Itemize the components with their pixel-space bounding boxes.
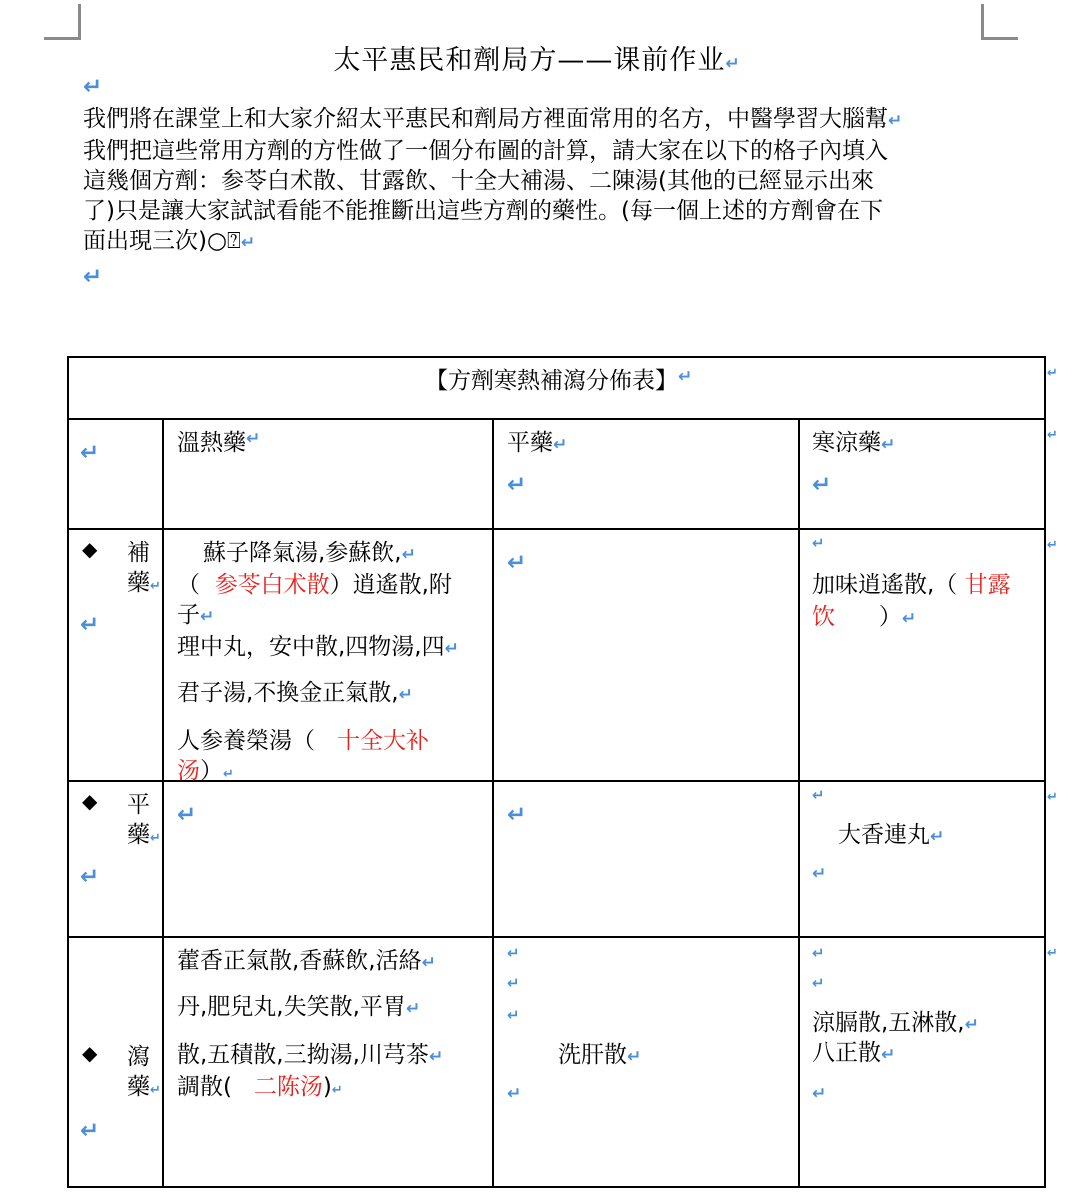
crop-mark-top-left (44, 4, 81, 40)
table-border (67, 418, 1046, 420)
paragraph-mark: ↵ (507, 974, 520, 992)
intro-line: 我們把這些常用方劑的方性做了一個分布圖的計算，請大家在以下的格子內填入 (83, 138, 888, 164)
paragraph-mark: ↵ (507, 550, 527, 576)
formula-line: 加味逍遙散,（ 甘露 (812, 572, 1011, 598)
table-border (1044, 356, 1046, 1188)
crop-mark-top-right (981, 4, 1018, 40)
answer-text: 二陈汤 (253, 1074, 323, 1100)
column-header-neutral: 平藥↵ (507, 430, 568, 456)
table-border (492, 418, 494, 1188)
paragraph-mark: ↵ (80, 440, 100, 466)
row-label-char: 補 (127, 540, 150, 566)
formula-line: 洗肝散↵ (558, 1042, 642, 1068)
table-border (67, 356, 69, 1188)
paragraph-mark: ↵ (80, 612, 100, 638)
formula-line: 人参養榮湯（ 十全大补 (177, 728, 429, 754)
row-end-mark: ↵ (1047, 538, 1058, 553)
row-label-char: 瀉 (127, 1044, 150, 1070)
paragraph-mark: ↵ (507, 802, 527, 828)
paragraph-mark: ↵ (812, 944, 825, 962)
answer-text: 汤 (177, 758, 200, 784)
paragraph-mark: ↵ (812, 786, 825, 804)
intro-paragraph (83, 104, 993, 258)
table-border (162, 418, 164, 1188)
answer-text: 饮 (812, 604, 835, 630)
paragraph-mark: ↵ (812, 1084, 827, 1104)
answer-text: 十全大补 (336, 728, 429, 754)
formula-line: 大香連丸↵ (838, 822, 945, 848)
intro-line: 我們將在課堂上和大家介紹太平惠民和劑局方裡面常用的名方，中醫學習大腦幫↵ (83, 106, 903, 132)
paragraph-mark: ↵ (83, 264, 103, 290)
intro-line: 了)只是讓大家試試看能不能推斷出這些方劑的藥性。(每一個上述的方劑會在下 (83, 198, 883, 224)
column-header-cold: 寒涼藥↵ (812, 430, 896, 456)
answer-text: 参苓白术散 (214, 572, 330, 598)
row-label-char: 平 (127, 792, 150, 818)
row-end-mark: ↵ (1047, 946, 1058, 961)
table-border (67, 1186, 1046, 1188)
table-border (67, 356, 1046, 358)
paragraph-mark: ↵ (177, 802, 197, 828)
paragraph-mark: ↵ (507, 944, 520, 962)
paragraph-mark: ↵ (83, 74, 103, 100)
table-border (67, 528, 1046, 530)
formula-line: 八正散↵ (812, 1040, 896, 1066)
answer-text: 甘露 (964, 572, 1011, 598)
formula-line: 涼膈散,五淋散,↵ (812, 1010, 979, 1036)
bullet-diamond: ◆ (82, 537, 98, 561)
formula-line: 饮 ）↵ (812, 604, 917, 630)
formula-line: 散,五積散,三拗湯,川芎茶↵ (177, 1042, 444, 1068)
paragraph-mark: ↵ (812, 534, 825, 552)
paragraph-mark: ↵ (812, 472, 832, 498)
paragraph-mark: ↵ (507, 1084, 522, 1104)
paragraph-mark: ↵ (80, 864, 100, 890)
intro-line: 面出現三次)○⍰↵ (83, 228, 256, 254)
paragraph-mark: ↵ (80, 1118, 100, 1144)
formula-line: 藿香正氣散,香蘇飲,活絡↵ (177, 948, 436, 974)
row-end-mark: ↵ (1047, 366, 1058, 381)
column-header-warm: 溫熱藥↵ (177, 429, 261, 456)
paragraph-mark: ↵ (507, 1006, 520, 1024)
formula-line: （ 参苓白术散）逍遙散,附 (177, 572, 452, 598)
formula-line: 調散( 二陈汤)↵ (177, 1074, 343, 1100)
intro-line: 這幾個方劑：参苓白术散、甘露飲、十全大補湯、二陳湯(其他的已經显示出來 (83, 168, 874, 194)
page-title: 太平惠民和劑局方——课前作业↵ (333, 45, 741, 76)
table-title: 【方劑寒熱補瀉分佈表】↵ (425, 367, 693, 394)
row-end-mark: ↵ (1047, 790, 1058, 805)
table-border (798, 418, 800, 1188)
bullet-diamond: ◆ (82, 1041, 98, 1065)
formula-line: 汤）↵ (177, 758, 234, 784)
formula-line: 子↵ (177, 602, 215, 628)
formula-line: 君子湯,不換金正氣散,↵ (177, 680, 413, 706)
paragraph-mark: ↵ (812, 864, 827, 884)
formula-line: 蘇子降氣湯,参蘇飲,↵ (203, 540, 416, 566)
row-label-char: 藥↵ (127, 570, 161, 596)
formula-line: 丹,肥兒丸,失笑散,平胃↵ (177, 994, 421, 1020)
paragraph-mark: ↵ (812, 974, 825, 992)
row-end-mark: ↵ (1047, 428, 1058, 443)
row-label-char: 藥↵ (127, 1074, 161, 1100)
row-label-char: 藥↵ (127, 822, 161, 848)
bullet-diamond: ◆ (82, 789, 98, 813)
formula-line: 理中丸，安中散,四物湯,四↵ (177, 634, 459, 660)
paragraph-mark: ↵ (507, 472, 527, 498)
table-border (67, 936, 1046, 938)
